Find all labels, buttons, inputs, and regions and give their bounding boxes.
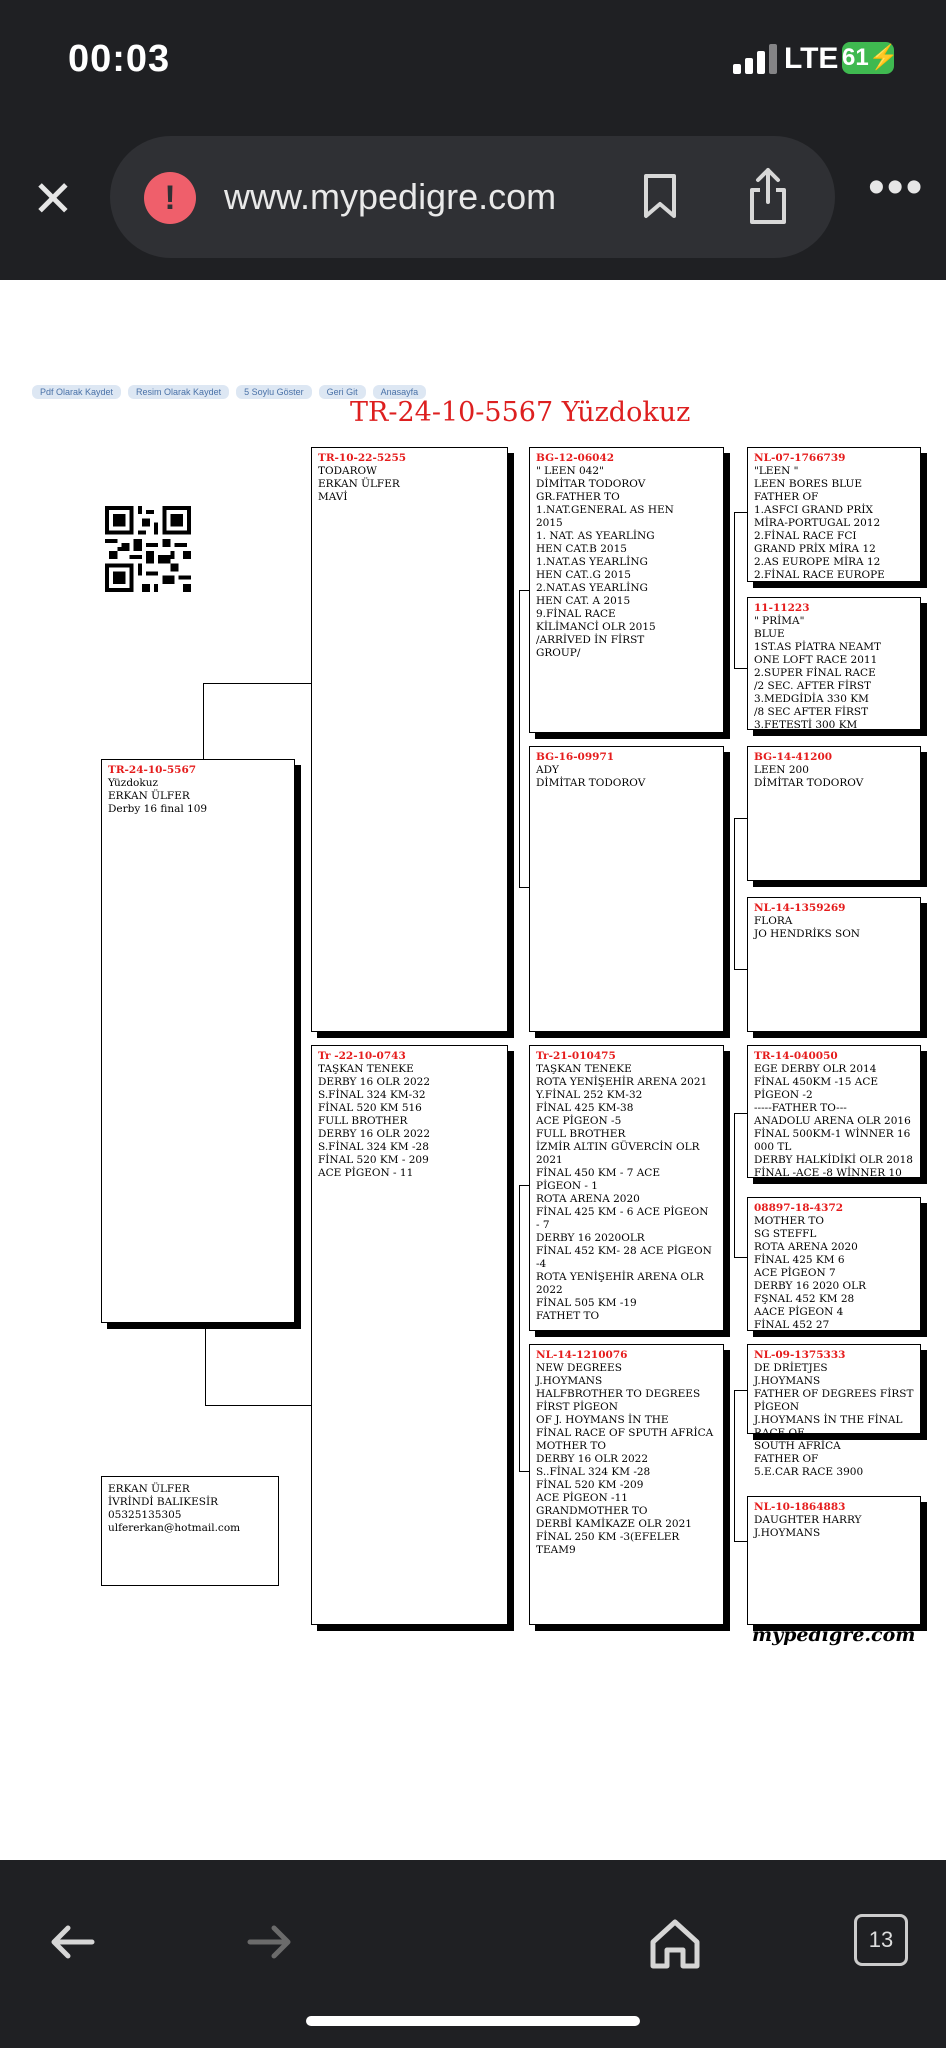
connector-subject-sire [203, 683, 312, 760]
sire-reg: TR-10-22-5255 [318, 452, 407, 464]
dam-line: TAŞKAN TENEKE [318, 1063, 414, 1075]
back-button[interactable]: Geri Git [319, 385, 366, 399]
site-watermark: mypedigre.com [752, 1624, 916, 1646]
sire-sire-line: 2015 [536, 517, 563, 529]
gen4-line: MOTHER TO [754, 1215, 825, 1227]
gen4-line: "LEEN " [754, 465, 799, 477]
sire-sire-line: GROUP/ [536, 647, 581, 659]
dam-dam-line: FİNAL RACE OF SPUTH AFRİCA [536, 1427, 714, 1439]
sire-line: MAVİ [318, 491, 348, 503]
gen4-line: FŞNAL 452 KM 28 [754, 1293, 855, 1305]
pedigree-gen4-card [747, 1197, 921, 1331]
gen4-line: FİNAL 452 27 [754, 1319, 830, 1331]
dam-dam-line: DERBY 16 OLR 2022 [536, 1453, 649, 1465]
dam-line: ACE PİGEON - 11 [318, 1167, 414, 1179]
gen4-line: 2.SUPER FİNAL RACE [754, 667, 876, 679]
gen4-line: FATHER OF [754, 1453, 819, 1465]
gen4-line: MİRA-PORTUGAL 2012 [754, 517, 881, 529]
pedigree-gen4-card [747, 447, 921, 582]
show-five-gen-button[interactable]: 5 Soylu Göster [236, 385, 312, 399]
gen4-line: FİNAL -ACE -8 WİNNER 10 [754, 1167, 902, 1179]
gen4-line: LEEN BORES BLUE [754, 478, 863, 490]
gen4-line: RACE OF [754, 1427, 805, 1439]
more-options-icon[interactable]: ••• [868, 161, 925, 214]
dam-sire-line: ROTA ARENA 2020 [536, 1193, 640, 1205]
dam-dam-line: DERBİ KAMİKAZE OLR 2021 [536, 1518, 692, 1530]
gen4-line: J.HOYMANS İN THE FİNAL [754, 1414, 903, 1426]
gen4-line: /2 SEC. AFTER FİRST [754, 680, 872, 692]
gen4-line: 2.FİNAL RACE FCI [754, 530, 857, 542]
owner-line: 05325135305 [108, 1509, 182, 1521]
battery-level: 61 [842, 44, 869, 71]
dam-sire-line: 2021 [536, 1154, 563, 1166]
sire-dam-line: DİMİTAR TODOROV [536, 777, 646, 789]
page-title: TR-24-10-5567 Yüzdokuz [350, 397, 691, 428]
dam-line: FİNAL 520 KM 516 [318, 1102, 422, 1114]
connector-gen4-a [734, 512, 748, 669]
dam-sire-line: ACE PİGEON -5 [536, 1115, 622, 1127]
subject-reg: TR-24-10-5567 [108, 764, 197, 776]
pedigree-gen4-card [747, 1045, 921, 1178]
dam-sire-reg: Tr-21-010475 [536, 1050, 616, 1062]
gen4-line: AACE PİGEON 4 [754, 1306, 844, 1318]
status-bar [0, 0, 946, 126]
sire-sire-line: 1.NAT.AS YEARLİNG [536, 556, 648, 568]
gen4-reg: NL-07-1766739 [754, 452, 846, 464]
sire-sire-line: /ARRİVED İN FİRST [536, 634, 645, 646]
pedigree-subject-card [101, 759, 295, 1323]
owner-line: ERKAN ÜLFER [108, 1483, 190, 1495]
gen4-reg: 08897-18-4372 [754, 1202, 844, 1214]
pedigree-sire-card [311, 447, 508, 1032]
dam-sire-line: FATHET TO [536, 1310, 600, 1322]
gen4-line: 3.MEDGİDİA 330 KM [754, 693, 869, 705]
dam-dam-line: S..FİNAL 324 KM -28 [536, 1466, 651, 1478]
gen4-line: ANADOLU ARENA OLR 2016 [754, 1115, 911, 1127]
gen4-line: DERBY HALKİDİKİ OLR 2018 [754, 1154, 913, 1166]
sire-sire-line: " LEEN 042" [536, 465, 604, 477]
gen4-line: FLORA [754, 915, 793, 927]
dam-dam-line: ACE PİGEON -11 [536, 1492, 628, 1504]
pedigree-gen4-card [747, 746, 921, 881]
dam-sire-line: Y.FİNAL 252 KM-32 [536, 1089, 643, 1101]
browser-address-bar [0, 126, 946, 280]
connector-gen4-b [734, 818, 748, 970]
pedigree-dam-dam-card [529, 1344, 724, 1625]
sire-sire-line: 2.NAT.AS YEARLİNG [536, 582, 648, 594]
owner-line: ulfererkan@hotmail.com [108, 1522, 241, 1534]
image-save-button[interactable]: Resim Olarak Kaydet [128, 385, 229, 399]
gen4-line: PİGEON [754, 1401, 800, 1413]
bookmark-icon[interactable] [640, 172, 680, 220]
pdf-save-button[interactable]: Pdf Olarak Kaydet [32, 385, 121, 399]
dam-dam-line: FİRST PİGEON [536, 1401, 618, 1413]
dam-line: S.FİNAL 324 KM-32 [318, 1089, 426, 1101]
status-time: 00:03 [68, 38, 171, 80]
gen4-line: ACE PİGEON 7 [754, 1267, 836, 1279]
dam-dam-reg: NL-14-1210076 [536, 1349, 628, 1361]
dam-line: DERBY 16 OLR 2022 [318, 1128, 431, 1140]
connector-gen4-d [734, 1390, 748, 1542]
pedigree-gen4-card [747, 1344, 921, 1478]
gen4-line: FİNAL 425 KM 6 [754, 1254, 845, 1266]
gen4-line: 000 TL [754, 1141, 792, 1153]
gen4-line: 3.FETESTİ 300 KM [754, 719, 858, 731]
sire-sire-line: 1.NAT.GENERAL AS HEN [536, 504, 674, 516]
gen4-line: DİMİTAR TODOROV [754, 777, 864, 789]
dam-sire-line: FİNAL 425 KM - 6 ACE PİGEON [536, 1206, 709, 1218]
dam-line: FULL BROTHER [318, 1115, 408, 1127]
connector-gen4-c [734, 1113, 748, 1258]
gen4-line: FATHER OF [754, 491, 819, 503]
dam-dam-line: HALFBROTHER TO DEGREES [536, 1388, 701, 1400]
dam-sire-line: FİNAL 450 KM - 7 ACE [536, 1167, 661, 1179]
gen4-line: DAUGHTER HARRY [754, 1514, 862, 1526]
gen4-line: 5.E.CAR RACE 3900 [754, 1466, 864, 1478]
subject-line: ERKAN ÜLFER [108, 790, 190, 802]
home-icon[interactable] [645, 1912, 705, 1972]
home-page-button[interactable]: Anasayfa [373, 385, 427, 399]
dam-dam-line: FİNAL 520 KM -209 [536, 1479, 644, 1491]
sire-dam-reg: BG-16-09971 [536, 751, 615, 763]
gen4-line: JO HENDRİKS SON [754, 928, 860, 940]
gen4-line: /8 SEC AFTER FİRST [754, 706, 869, 718]
gen4-line: DE DRİETJES [754, 1362, 828, 1374]
connector-subject-dam [205, 1323, 312, 1406]
dam-dam-line: GRANDMOTHER TO [536, 1505, 648, 1517]
dam-dam-line: FİNAL 250 KM -3(EFELER [536, 1531, 680, 1543]
sire-sire-line: 9.FİNAL RACE [536, 608, 616, 620]
gen4-line: PİGEON -2 [754, 1089, 813, 1101]
dam-sire-line: FİNAL 505 KM -19 [536, 1297, 637, 1309]
dam-sire-line: 2022 [536, 1284, 563, 1296]
gen4-line: J.HOYMANS [754, 1375, 821, 1387]
subject-line: Derby 16 final 109 [108, 803, 208, 815]
dam-line: S.FİNAL 324 KM -28 [318, 1141, 429, 1153]
gen4-line: LEEN 200 [754, 764, 809, 776]
dam-reg: Tr -22-10-0743 [318, 1050, 406, 1062]
gen4-line: FİNAL 450KM -15 ACE [754, 1076, 879, 1088]
gen4-line: SG STEFFL [754, 1228, 817, 1240]
pedigree-gen4-card [747, 597, 921, 730]
warning-icon[interactable]: ! [144, 172, 196, 224]
dam-sire-line: ROTA YENİŞEHİR ARENA 2021 [536, 1076, 708, 1088]
gen4-line: ROTA ARENA 2020 [754, 1241, 858, 1253]
gen4-line: FİNAL 500KM-1 WİNNER 16 [754, 1128, 911, 1140]
pedigree-sire-sire-card [529, 447, 724, 733]
owner-info [101, 1476, 279, 1586]
sire-sire-line: HEN CAT..G 2015 [536, 569, 631, 581]
pedigree-dam-sire-card [529, 1045, 724, 1331]
dam-dam-line: NEW DEGREES [536, 1362, 622, 1374]
sire-line: TODAROW [318, 465, 377, 477]
pedigree-gen4-card [747, 897, 921, 1032]
sire-sire-line: GR.FATHER TO [536, 491, 620, 503]
gen4-line: SOUTH AFRİCA [754, 1440, 841, 1452]
qr-code-icon [105, 506, 191, 592]
gen4-reg: NL-14-1359269 [754, 902, 846, 914]
gen4-reg: 11-11223 [754, 602, 810, 614]
dam-sire-line: -4 [536, 1258, 547, 1270]
sire-sire-line: 1. NAT. AS YEARLİNG [536, 530, 655, 542]
gen4-reg: BG-14-41200 [754, 751, 833, 763]
gen4-reg: TR-14-040050 [754, 1050, 838, 1062]
sire-dam-line: ADY [536, 764, 559, 776]
dam-dam-line: OF J. HOYMANS İN THE [536, 1414, 669, 1426]
url-text[interactable]: www.mypedigre.com [224, 176, 557, 217]
dam-sire-line: PİGEON - 1 [536, 1180, 598, 1192]
pedigree-sire-dam-card [529, 746, 724, 1032]
gen4-reg: NL-10-1864883 [754, 1501, 846, 1513]
owner-line: İVRİNDİ BALIKESİR [108, 1496, 219, 1508]
sire-sire-line: HEN CAT.B 2015 [536, 543, 627, 555]
dam-sire-line: TAŞKAN TENEKE [536, 1063, 632, 1075]
dam-sire-line: FİNAL 425 KM-38 [536, 1102, 634, 1114]
home-indicator [306, 2016, 640, 2026]
gen4-line: ONE LOFT RACE 2011 [754, 654, 878, 666]
dam-sire-line: DERBY 16 2020OLR [536, 1232, 645, 1244]
gen4-line: GRAND PRİX MİRA 12 [754, 543, 876, 555]
gen4-line: 2.FİNAL RACE EUROPE [754, 569, 885, 581]
sire-sire-reg: BG-12-06042 [536, 452, 615, 464]
sire-line: ERKAN ÜLFER [318, 478, 400, 490]
gen4-line: FATHER OF DEGREES FİRST [754, 1388, 914, 1400]
dam-line: DERBY 16 OLR 2022 [318, 1076, 431, 1088]
gen4-line: -----FATHER TO--- [754, 1102, 847, 1114]
gen4-line: 2.AS EUROPE MİRA 12 [754, 556, 881, 568]
gen4-line: 1.ASFCI GRAND PRİX [754, 504, 874, 516]
dam-sire-line: ROTA YENİŞEHİR ARENA OLR [536, 1271, 704, 1283]
dam-sire-line: - 7 [536, 1219, 550, 1231]
gen4-line: BLUE [754, 628, 785, 640]
tabs-count-icon[interactable]: 13 [854, 1914, 908, 1966]
sire-sire-line: DİMİTAR TODOROV [536, 478, 646, 490]
sire-sire-line: KİLİMANCİ OLR 2015 [536, 621, 656, 633]
gen4-line: EGE DERBY OLR 2014 [754, 1063, 877, 1075]
forward-arrow-icon[interactable] [240, 1912, 300, 1972]
back-arrow-icon[interactable] [42, 1912, 102, 1972]
dam-line: FİNAL 520 KM - 209 [318, 1154, 429, 1166]
sire-sire-line: HEN CAT. A 2015 [536, 595, 631, 607]
gen4-line: 1ST.AS PİATRA NEAMT [754, 641, 882, 653]
gen4-line: DERBY 16 2020 OLR [754, 1280, 867, 1292]
dam-sire-line: İZMİR ALTIN GÜVERCİN OLR [536, 1141, 700, 1153]
close-icon[interactable]: ✕ [32, 171, 74, 227]
dam-dam-line: J.HOYMANS [536, 1375, 603, 1387]
url-pill[interactable] [110, 136, 835, 258]
gen4-reg: NL-09-1375333 [754, 1349, 846, 1361]
battery-icon: 61⚡ [842, 42, 894, 74]
network-label: LTE [784, 42, 839, 75]
gen4-line: J.HOYMANS [754, 1527, 821, 1539]
share-icon[interactable] [746, 166, 790, 226]
gen4-line: " PRİMA" [754, 615, 805, 627]
dam-dam-line: MOTHER TO [536, 1440, 607, 1452]
pedigree-dam-card [311, 1045, 508, 1625]
dam-dam-line: TEAM9 [536, 1544, 576, 1556]
signal-icon [733, 42, 781, 74]
pedigree-gen4-card [747, 1496, 921, 1625]
subject-line: Yüzdokuz [108, 777, 159, 789]
dam-sire-line: FULL BROTHER [536, 1128, 626, 1140]
dam-sire-line: FİNAL 452 KM- 28 ACE PİGEON [536, 1245, 712, 1257]
